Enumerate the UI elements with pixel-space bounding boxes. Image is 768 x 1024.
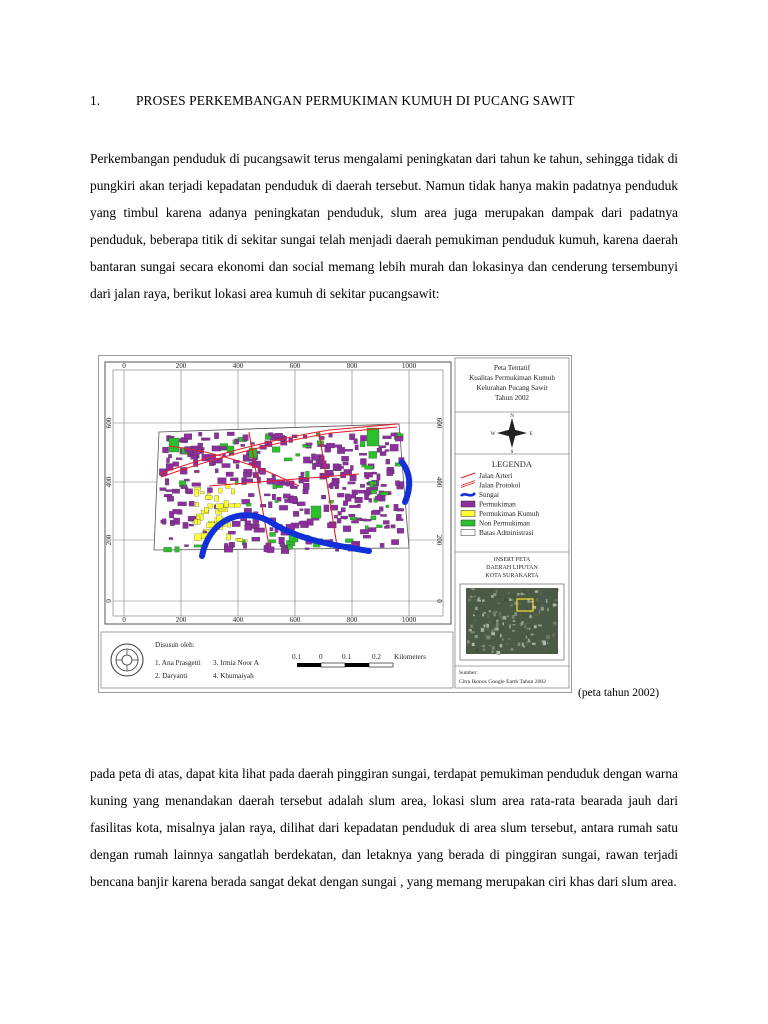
x-tick-top: 0 <box>122 362 126 370</box>
source-text: Citra Ikonos Google Earth Tahun 2002 <box>459 679 546 685</box>
x-tick-top: 1000 <box>401 362 417 370</box>
legend-label: Permukiman Kumuh <box>479 510 540 518</box>
legend-label: Sungai <box>479 491 499 499</box>
author-2: 2. Daryanti <box>155 672 188 680</box>
legend-swatch <box>461 530 475 536</box>
scale-label-1: 0.1 <box>292 653 301 661</box>
insert-line-1: INSERT PETA <box>493 557 531 563</box>
legend-swatch <box>461 520 475 526</box>
legend-title: LEGENDA <box>491 459 533 469</box>
x-tick-top: 800 <box>346 362 358 370</box>
scale-unit: Kilometers <box>394 653 426 661</box>
map-figure <box>98 355 572 693</box>
figure-caption: (peta tahun 2002) <box>578 687 660 699</box>
y-tick-right: 600 <box>435 417 443 429</box>
legend-label: Jalan Arteri <box>479 472 513 480</box>
y-tick-right: 200 <box>435 534 443 546</box>
section-heading <box>90 93 575 109</box>
x-tick-top: 600 <box>289 362 301 370</box>
legend-swatch <box>461 501 475 507</box>
intro-paragraph <box>90 145 678 307</box>
author-1: 1. Ana Prasgetti <box>155 659 201 667</box>
compass-e: E <box>529 432 533 437</box>
y-tick-left: 600 <box>105 417 113 429</box>
insert-line-2: DAERAH LIPUTAN <box>486 565 538 571</box>
analysis-paragraph-text: pada peta di atas, dapat kita lihat pada daerah pinggiran sungai, terdapat pemukiman penduduk dengan warna kuning yang menandakan daerah tersebut adalah slum area, lokasi slum area rata-rata bearada jauh dari fasilitas kota, misalnya jalan raya, dilihat dari kepadatan penduduk di area slum tersebut, antara rumah satu dengan rumah lainnya sangatlah berdekatan, dan letaknya yang berada di pinggiran sungai, rawan terjadi bencana banjir karena berada sangat dekat dengan sungai , yang memang merupakan ciri khas dari slum area. <box>90 766 678 889</box>
map-title-line-4: Tahun 2002 <box>494 394 530 402</box>
y-tick-left: 200 <box>105 534 113 546</box>
y-tick-right: 0 <box>435 599 443 603</box>
scale-label-3: 0.1 <box>342 653 351 661</box>
authors-heading: Disusun oleh: <box>155 641 195 649</box>
y-tick-right: 400 <box>435 476 443 488</box>
intro-paragraph-text: Perkembangan penduduk di pucangsawit terus mengalami peningkatan dari tahun ke tahun, sehingga tidak di pungkiri akan terjadi kepadatan penduduk di daerah tersebut. Namun tidak hanya makin padatnya penduduk yang timbul karena adanya peningkatan penduduk, slum area juga merupakan dampak dari padatnya penduduk, beberapa titik di sekitar sungai telah menjadi daerah pemukiman penduduk kumuh, karena daerah bantaran sungai secara ekonomi dan social memang lebih murah dan lokasinya dan cenderung tersembunyi dari jalan raya, berikut lokasi area kumuh di sekitar pucangsawit: <box>90 151 678 301</box>
compass-s: S <box>510 450 514 455</box>
x-tick-top: 200 <box>175 362 187 370</box>
author-3: 3. Irmia Noor A <box>213 659 259 667</box>
source-label: Sumber: <box>459 670 478 676</box>
scale-label-2: 0 <box>319 653 323 661</box>
compass-w: W <box>490 432 496 437</box>
scale-label-4: 0.2 <box>372 653 381 661</box>
x-tick-bottom: 1000 <box>401 616 417 624</box>
x-tick-bottom: 0 <box>122 616 126 624</box>
x-tick-bottom: 400 <box>232 616 244 624</box>
insert-line-3: KOTA SURAKARTA <box>485 573 539 579</box>
section-title: PROSES PERKEMBANGAN PERMUKIMAN KUMUH DI PUCANG SAWIT <box>136 93 575 108</box>
y-tick-left: 0 <box>105 599 113 603</box>
author-4: 4. Khumaiyah <box>213 672 254 680</box>
map-title-line-1: Peta Tentatif <box>493 364 531 372</box>
legend-swatch <box>461 511 475 517</box>
scale-bar <box>297 663 393 667</box>
analysis-paragraph <box>90 760 678 895</box>
x-tick-bottom: 600 <box>289 616 301 624</box>
section-number: 1. <box>90 93 101 108</box>
y-tick-left: 400 <box>105 476 113 488</box>
map-title-line-2: Kualitas Permukiman Kumuh <box>469 374 555 382</box>
map-image <box>99 356 571 692</box>
legend-label: Permukiman <box>479 500 516 509</box>
x-tick-bottom: 800 <box>346 616 358 624</box>
map-title-line-3: Kelurahan Pucang Sawit <box>476 384 548 392</box>
compass-n: N <box>510 414 514 419</box>
legend-label: Jalan Protokol <box>479 481 521 490</box>
legend-label: Batas Administrasi <box>479 529 534 537</box>
x-tick-bottom: 200 <box>175 616 187 624</box>
legend-label: Non Permukiman <box>479 519 530 528</box>
x-tick-top: 400 <box>232 362 244 370</box>
